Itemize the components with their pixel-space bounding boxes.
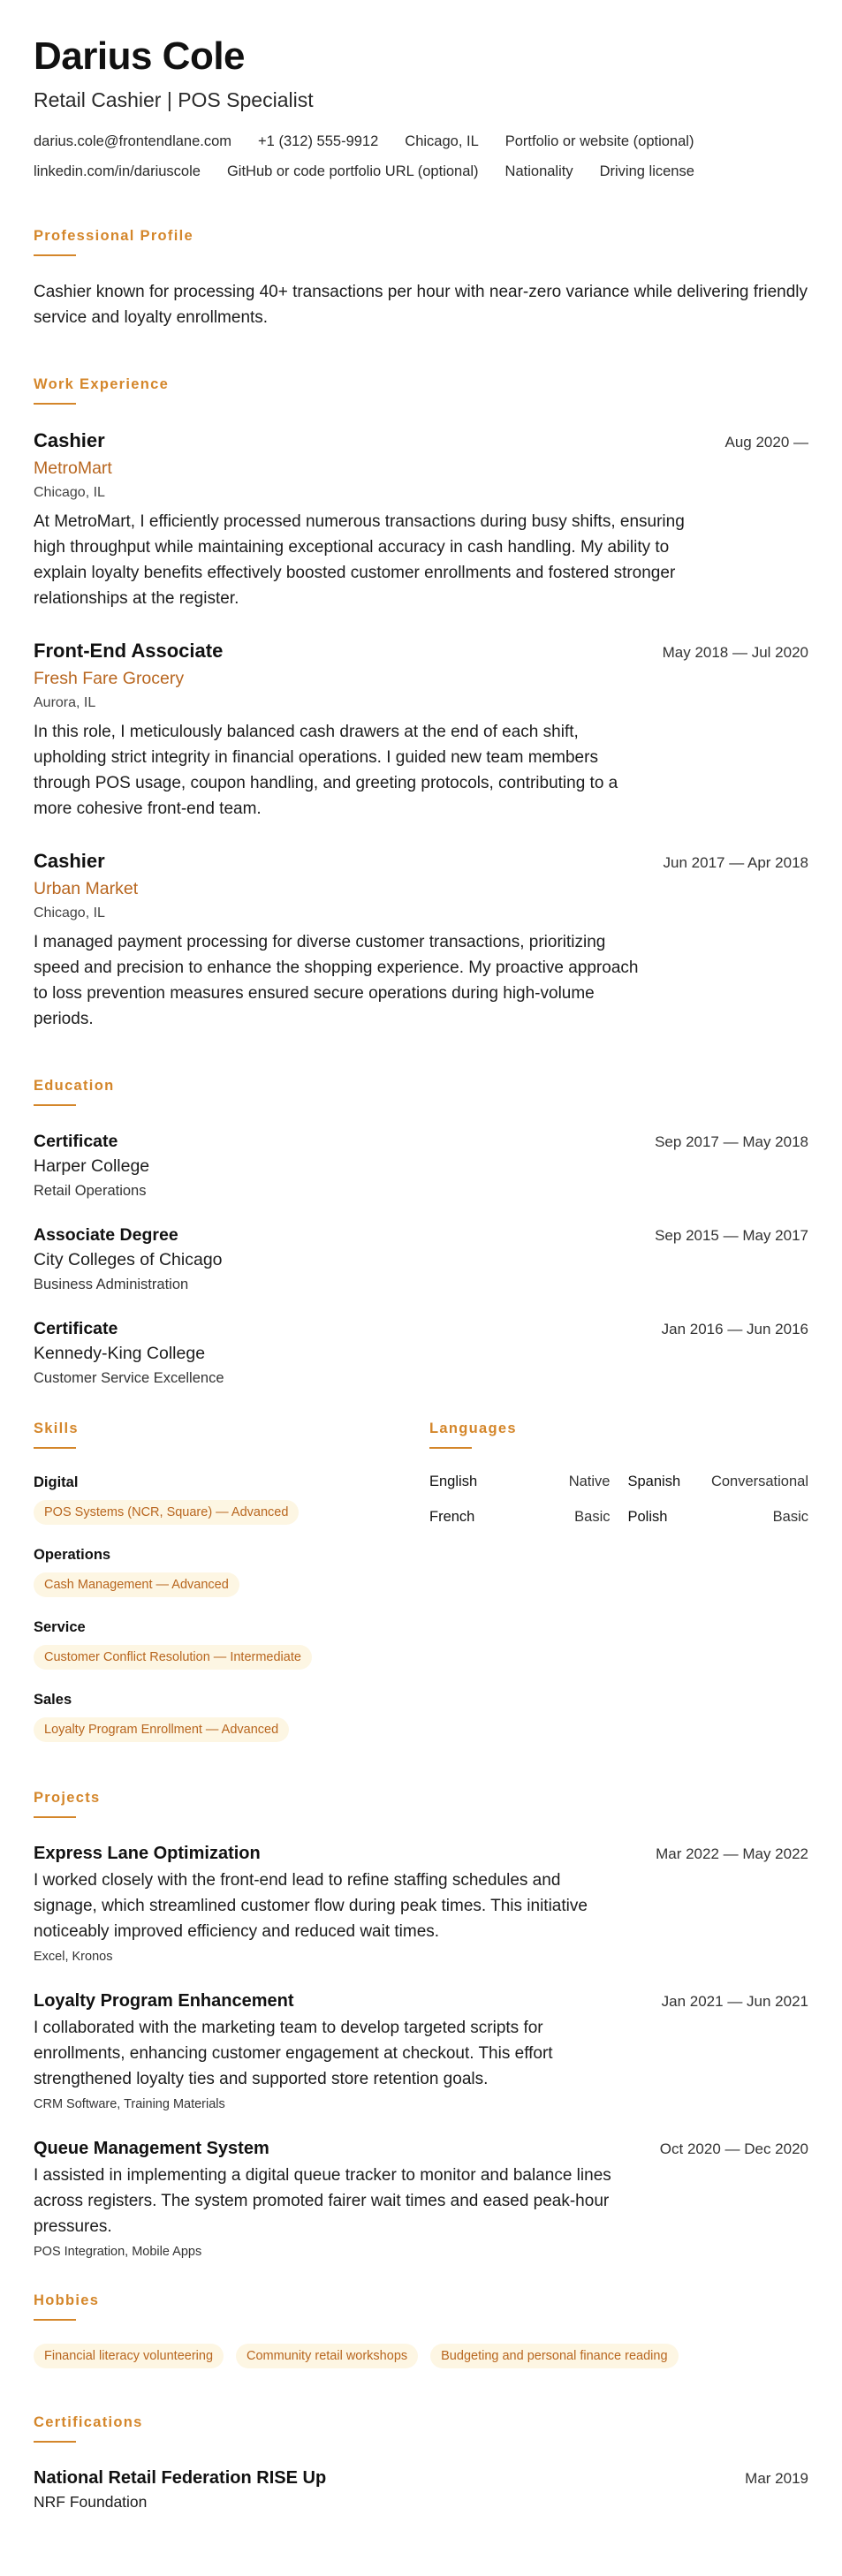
project-dates: Mar 2022 — May 2022 xyxy=(656,1845,808,1862)
language-name: Spanish xyxy=(627,1474,681,1489)
job-location: Chicago, IL xyxy=(34,485,105,500)
skill-category: Digital xyxy=(34,1474,79,1490)
section-divider xyxy=(34,254,76,256)
project-description: I collaborated with the marketing team to develop targeted scripts for enrollments, enhancing customer engagement at checkout. This effort strengthened loyalty ties and supported store retention goals. xyxy=(34,2019,553,2088)
skill-group xyxy=(34,1617,429,1670)
language-grid xyxy=(429,1472,808,1527)
project-tools: Excel, Kronos xyxy=(34,1950,113,1964)
education-entry xyxy=(34,1223,808,1295)
language-name: English xyxy=(429,1474,478,1489)
profile-text: Cashier known for processing 40+ transactions per hour with near-zero variance while delivering friendly service and loyalty enrollments. xyxy=(34,283,808,327)
company-name: Urban Market xyxy=(34,879,139,898)
skill-group xyxy=(34,1472,429,1525)
job-dates: May 2018 — Jul 2020 xyxy=(662,644,808,661)
language-level: Conversational xyxy=(710,1474,808,1489)
skill-category: Operations xyxy=(34,1547,111,1563)
contact-github[interactable]: GitHub or code portfolio URL (optional) xyxy=(226,163,479,179)
skill-category: Sales xyxy=(34,1692,72,1708)
project-description: I assisted in implementing a digital queue tracker to monitor and balance lines across registers. The system promoted fairer wait times and eased peak-hour pressures. xyxy=(34,2166,611,2236)
skills-languages-row xyxy=(34,1419,808,1762)
project-title: Express Lane Optimization xyxy=(34,1844,261,1863)
education-entry xyxy=(34,1316,808,1389)
company-name: Fresh Fare Grocery xyxy=(34,669,185,688)
skill-pill: POS Systems (NCR, Square) — Advanced xyxy=(34,1500,299,1525)
languages-section xyxy=(429,1419,808,1762)
skills-section xyxy=(34,1419,429,1762)
job-location: Chicago, IL xyxy=(34,905,105,921)
candidate-name: Darius Cole xyxy=(34,34,246,78)
certification-date: Mar 2019 xyxy=(745,2470,808,2487)
school-name: City Colleges of Chicago xyxy=(34,1250,223,1269)
job-description: I managed payment processing for diverse customer transactions, prioritizing speed and precision to enhance the shopping experience. My proactive approach to loss prevention measures ensured secure operations during high-volume periods. xyxy=(34,933,639,1028)
language-level: Basic xyxy=(772,1509,808,1525)
resume-header xyxy=(34,34,808,182)
certification-issuer: NRF Foundation xyxy=(34,2493,148,2511)
field-of-study: Customer Service Excellence xyxy=(34,1370,224,1386)
project-title: Loyalty Program Enhancement xyxy=(34,1991,294,2011)
contact-driving-license: Driving license xyxy=(599,163,694,179)
section-divider xyxy=(34,403,76,405)
contact-location: Chicago, IL xyxy=(405,133,479,149)
section-title-projects: Projects xyxy=(34,1790,101,1806)
skill-pill: Customer Conflict Resolution — Intermediate xyxy=(34,1645,312,1670)
section-divider xyxy=(34,2319,76,2321)
project-dates: Oct 2020 — Dec 2020 xyxy=(659,2140,808,2157)
project-entry xyxy=(34,1989,808,2113)
experience-entry xyxy=(34,638,808,822)
section-title-profile: Professional Profile xyxy=(34,228,193,244)
company-name: MetroMart xyxy=(34,458,112,478)
project-description: I worked closely with the front-end lead to refine staffing schedules and signage, which streamlined customer flow during peak times. This initiative noticeably improved efficiency and reduced wait times. xyxy=(34,1871,588,1941)
hobby-list xyxy=(34,2344,808,2368)
contact-email[interactable]: darius.cole@frontendlane.com xyxy=(34,133,232,149)
job-description: At MetroMart, I efficiently processed numerous transactions during busy shifts, ensuring high throughput while maintaining exceptional accuracy in cash handling. My ability to explain loyalty benefits effectively boosted customer enrollments and fostered stronger relationships at the register. xyxy=(34,512,685,608)
language-name: French xyxy=(429,1509,475,1525)
certification-entry xyxy=(34,2466,808,2513)
education-dates: Jan 2016 — Jun 2016 xyxy=(661,1321,808,1337)
certification-title: National Retail Federation RISE Up xyxy=(34,2468,327,2488)
hobby-pill: Budgeting and personal finance reading xyxy=(430,2344,678,2368)
skill-group xyxy=(34,1689,429,1742)
hobby-pill: Community retail workshops xyxy=(236,2344,418,2368)
language-item xyxy=(429,1472,611,1491)
experience-entry xyxy=(34,848,808,1032)
language-item xyxy=(628,1472,809,1491)
section-divider xyxy=(34,1447,76,1449)
field-of-study: Business Administration xyxy=(34,1277,189,1292)
job-dates: Jun 2017 — Apr 2018 xyxy=(663,854,808,871)
language-level: Native xyxy=(568,1474,611,1489)
project-title: Queue Management System xyxy=(34,2139,269,2158)
section-title-experience: Work Experience xyxy=(34,376,170,392)
language-item xyxy=(628,1507,809,1527)
job-title: Cashier xyxy=(34,429,105,451)
contact-portfolio[interactable]: Portfolio or website (optional) xyxy=(504,133,694,149)
job-location: Aurora, IL xyxy=(34,695,96,710)
experience-section xyxy=(34,375,808,1032)
section-title-education: Education xyxy=(34,1078,115,1094)
contact-list xyxy=(34,131,808,182)
projects-section xyxy=(34,1788,808,2261)
skill-category: Service xyxy=(34,1619,86,1635)
job-description: In this role, I meticulously balanced cash drawers at the end of each shift, upholding strict integrity in financial operations. I guided new team members through POS usage, coupon handling, and greeting protocols, contributing to a more cohesive front-end team. xyxy=(34,723,618,818)
project-tools: POS Integration, Mobile Apps xyxy=(34,2245,202,2259)
section-title-hobbies: Hobbies xyxy=(34,2292,100,2308)
degree-name: Associate Degree xyxy=(34,1225,178,1245)
section-divider xyxy=(429,1447,472,1449)
school-name: Kennedy-King College xyxy=(34,1344,206,1363)
section-divider xyxy=(34,2441,76,2443)
job-dates: Aug 2020 — xyxy=(724,434,808,451)
education-entry xyxy=(34,1129,808,1201)
skill-group xyxy=(34,1544,429,1597)
skill-pill: Cash Management — Advanced xyxy=(34,1572,239,1597)
contact-nationality: Nationality xyxy=(504,163,573,179)
hobby-pill: Financial literacy volunteering xyxy=(34,2344,224,2368)
contact-phone[interactable]: +1 (312) 555-9912 xyxy=(258,133,379,149)
contact-linkedin[interactable]: linkedin.com/in/dariuscole xyxy=(34,163,201,179)
job-title: Front-End Associate xyxy=(34,640,224,662)
project-entry xyxy=(34,2136,808,2261)
language-name: Polish xyxy=(627,1509,668,1525)
section-title-certifications: Certifications xyxy=(34,2414,143,2430)
skill-pill: Loyalty Program Enrollment — Advanced xyxy=(34,1717,289,1742)
education-section xyxy=(34,1076,808,1389)
field-of-study: Retail Operations xyxy=(34,1183,147,1199)
project-entry xyxy=(34,1841,808,1966)
degree-name: Certificate xyxy=(34,1132,118,1151)
project-dates: Jan 2021 — Jun 2021 xyxy=(661,1993,808,2010)
project-tools: CRM Software, Training Materials xyxy=(34,2097,225,2111)
section-title-skills: Skills xyxy=(34,1421,79,1436)
school-name: Harper College xyxy=(34,1156,150,1176)
section-divider xyxy=(34,1816,76,1818)
experience-entry xyxy=(34,428,808,611)
language-item xyxy=(429,1507,611,1527)
education-dates: Sep 2017 — May 2018 xyxy=(655,1133,808,1150)
certifications-section xyxy=(34,2413,808,2513)
section-title-languages: Languages xyxy=(429,1421,517,1436)
education-dates: Sep 2015 — May 2017 xyxy=(655,1227,808,1244)
section-divider xyxy=(34,1104,76,1106)
hobbies-section xyxy=(34,2291,808,2368)
profile-section xyxy=(34,226,808,330)
language-level: Basic xyxy=(574,1509,611,1525)
job-title: Cashier xyxy=(34,850,105,872)
candidate-title: Retail Cashier | POS Specialist xyxy=(34,88,314,111)
degree-name: Certificate xyxy=(34,1319,118,1338)
